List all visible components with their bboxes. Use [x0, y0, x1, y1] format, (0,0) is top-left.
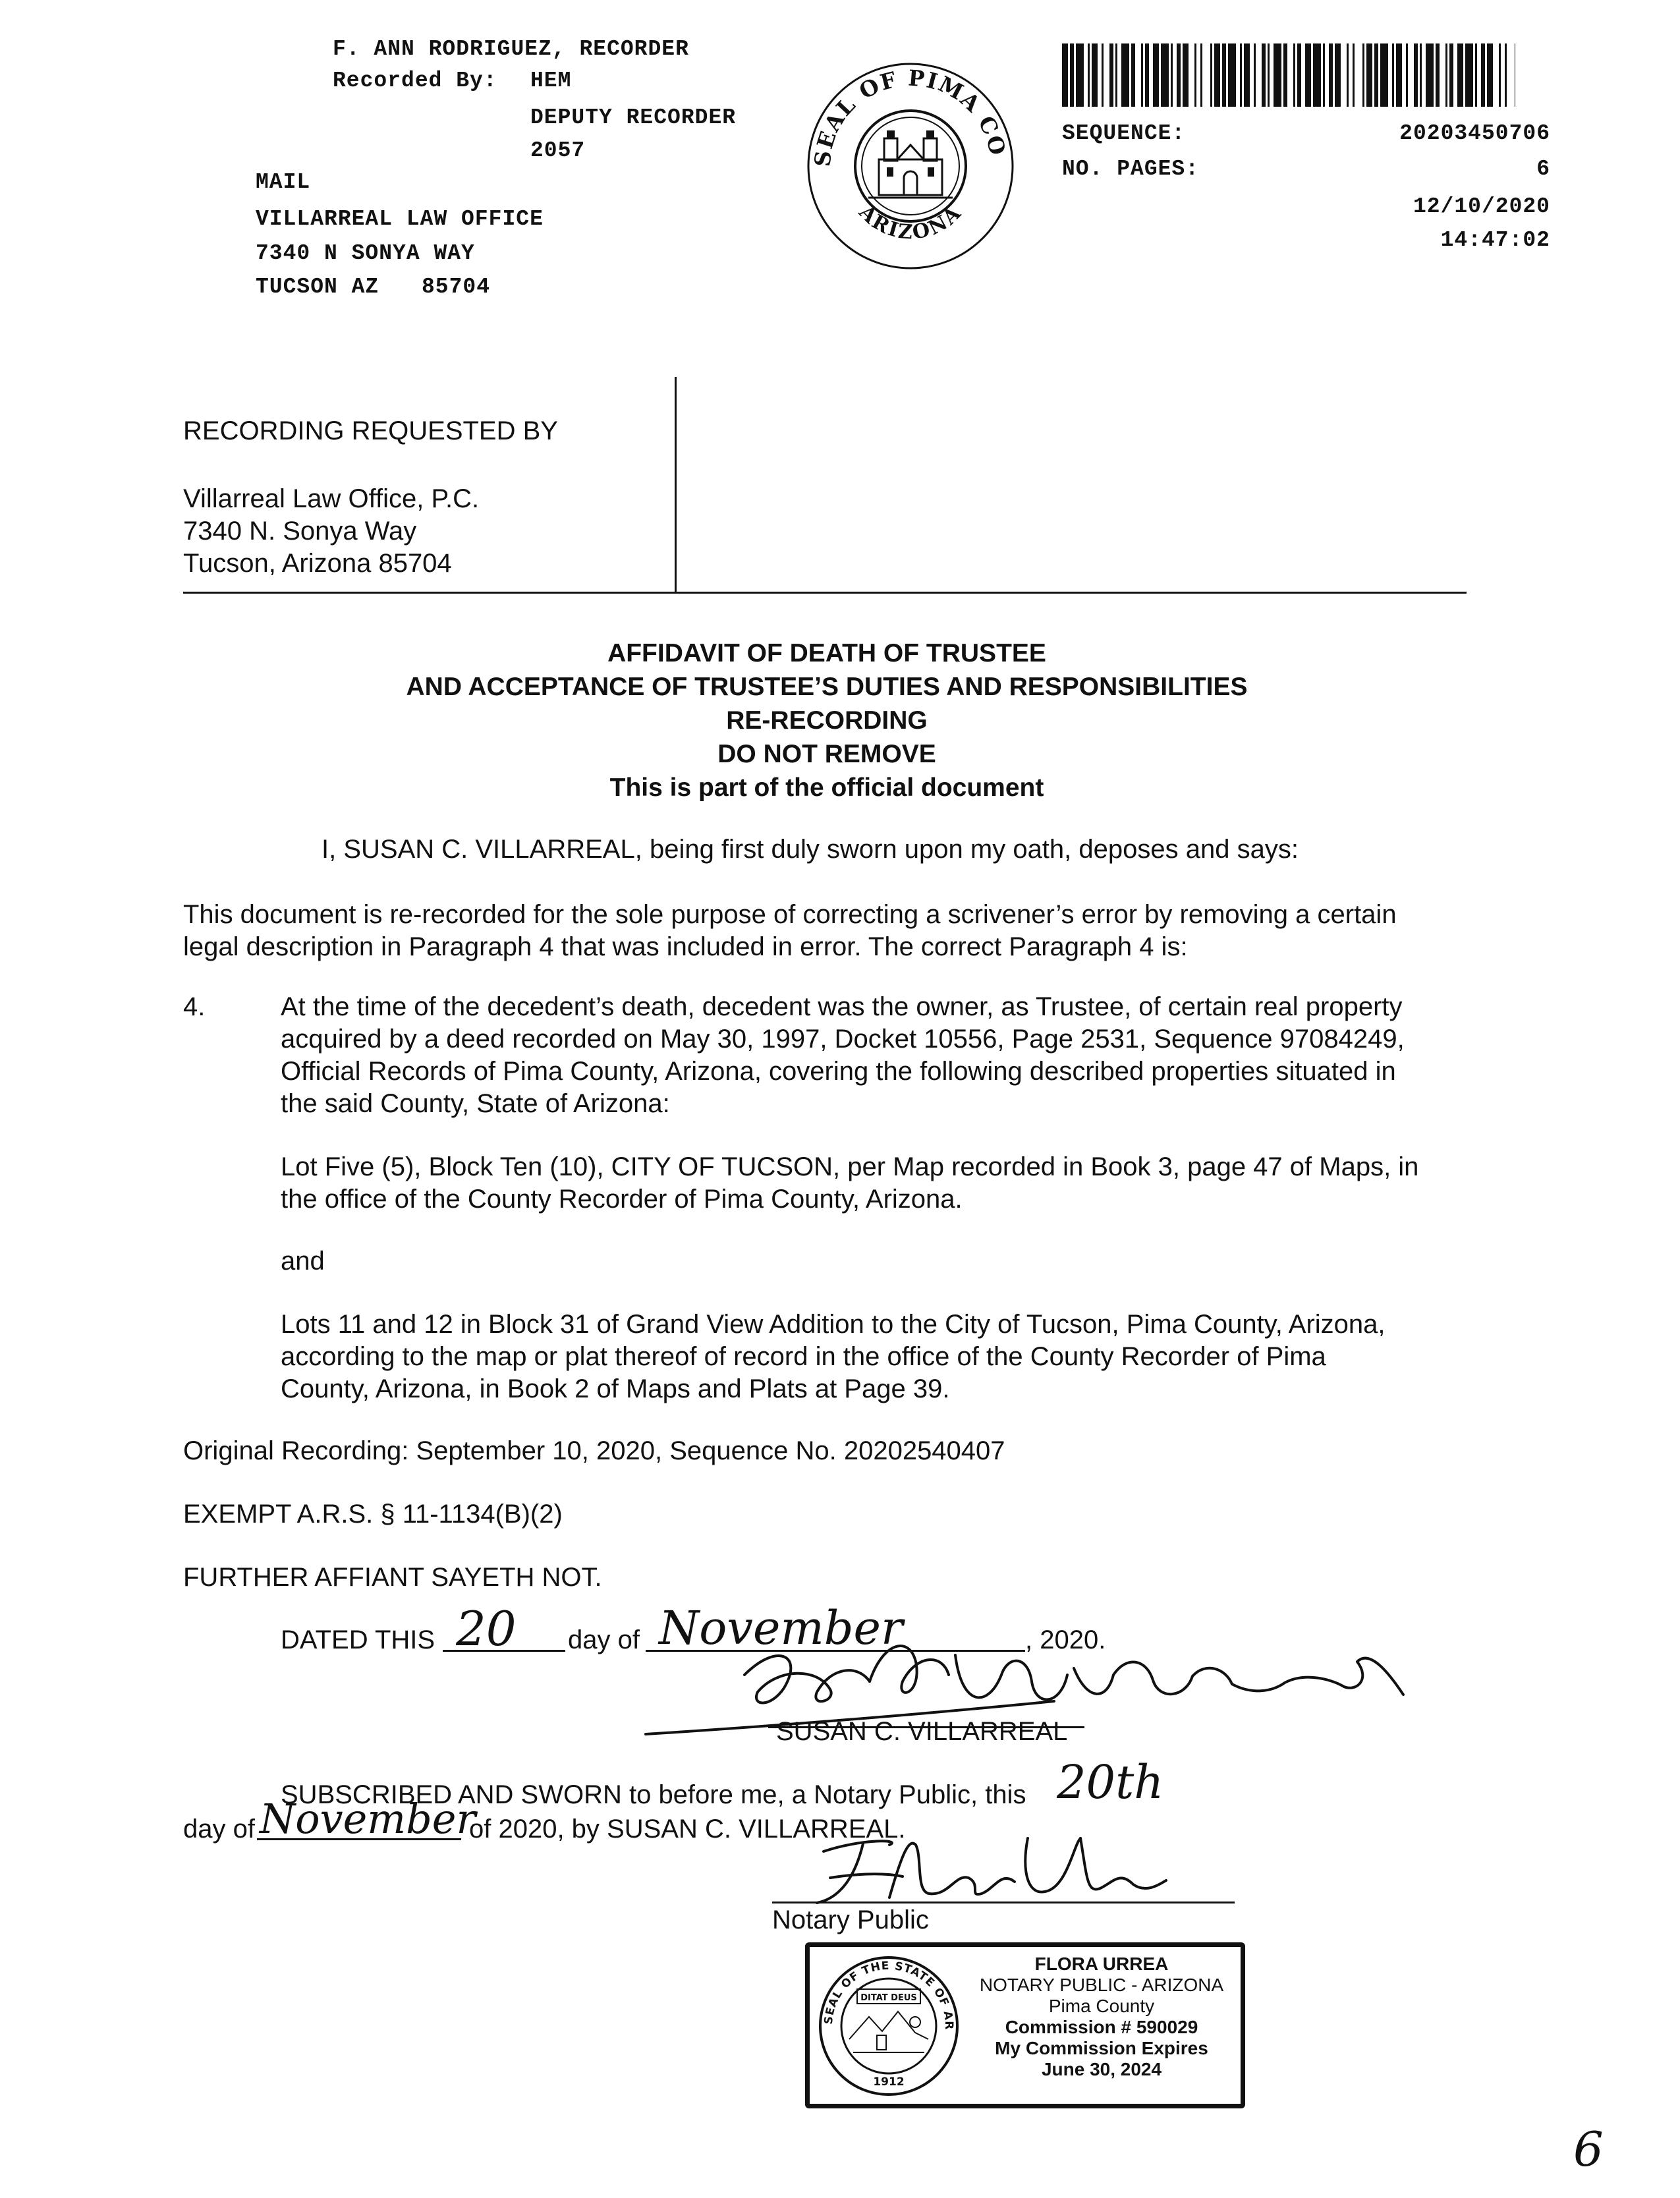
- mail-name: VILLARREAL LAW OFFICE: [256, 207, 544, 231]
- notary-stamp: [805, 1942, 1245, 2108]
- doc-title-line5: This is part of the official document: [609, 774, 1044, 802]
- notary-month-handwritten: November: [260, 1795, 476, 1843]
- az-seal-motto: DITAT DEUS: [860, 1993, 917, 2003]
- deputy-number: 2057: [530, 138, 586, 163]
- record-time: 14:47:02: [1440, 228, 1550, 252]
- seal-bottom-text: ARIZONA: [854, 200, 967, 244]
- notary-clause-line1: SUBSCRIBED AND SWORN to before me, a Notary Public, this: [281, 1780, 1026, 1809]
- legal-desc-lot2-line1: Lots 11 and 12 in Block 31 of Grand View Addition to the City of Tucson, Pima County, Arizona,: [281, 1310, 1386, 1339]
- requested-by-line3: Tucson, Arizona 85704: [183, 549, 452, 578]
- recorder-name: F. ANN RODRIGUEZ, RECORDER: [333, 37, 689, 61]
- dated-day-of: day of: [568, 1625, 640, 1654]
- dated-prefix: DATED THIS: [281, 1625, 435, 1654]
- para4-line2: acquired by a deed recorded on May 30, 1997, Docket 10556, Page 2531, Sequence 97084249,: [281, 1025, 1405, 1054]
- requested-by-rule: [183, 592, 1467, 594]
- legal-desc-lot1-line1: Lot Five (5), Block Ten (10), CITY OF TUCSON, per Map recorded in Book 3, page 47 of Maps, in: [281, 1152, 1419, 1181]
- oath-statement: I, SUSAN C. VILLARREAL, being first duly sworn upon my oath, deposes and says:: [322, 835, 1299, 864]
- legal-desc-lot2-line2: according to the map or plat thereof of record in the office of the County Recorder of Pima: [281, 1342, 1326, 1371]
- notary-day-of: day of: [183, 1815, 255, 1844]
- notary-stamp-title: NOTARY PUBLIC - ARIZONA: [979, 1975, 1224, 1995]
- requested-by-line1: Villarreal Law Office, P.C.: [183, 484, 480, 513]
- purpose-line2: legal description in Paragraph 4 that was included in error. The correct Paragraph 4 is:: [183, 932, 1188, 961]
- recorded-by-value: HEM: [530, 69, 572, 93]
- original-recording: Original Recording: September 10, 2020, Sequence No. 20202540407: [183, 1436, 1005, 1465]
- notary-day-handwritten: 20th: [1057, 1755, 1164, 1809]
- notary-stamp-expires-date: June 30, 2024: [1041, 2059, 1162, 2079]
- requested-by-line2: 7340 N. Sonya Way: [183, 517, 417, 546]
- exempt-citation: EXEMPT A.R.S. § 11-1134(B)(2): [183, 1500, 563, 1529]
- affiant-name: SUSAN C. VILLARREAL: [776, 1717, 1068, 1746]
- az-seal-text: SEAL OF THE STATE OF AR: [822, 1959, 956, 2031]
- notary-signature-line: [772, 1902, 1235, 1903]
- mail-zip: 85704: [422, 275, 491, 299]
- sequence-value: 20203450706: [1399, 121, 1550, 146]
- pages-label: NO. PAGES:: [1062, 157, 1200, 181]
- mail-label: MAIL: [256, 170, 311, 194]
- doc-title-line2: AND ACCEPTANCE OF TRUSTEE’S DUTIES AND RESPONSIBILITIES: [406, 673, 1248, 701]
- seal-top-text: SEAL OF PIMA CO: [809, 65, 1011, 168]
- para4-line1: At the time of the decedent’s death, decedent was the owner, as Trustee, of certain real property: [281, 992, 1403, 1021]
- pima-county-seal: [805, 61, 1016, 271]
- doc-title-line1: AFFIDAVIT OF DEATH OF TRUSTEE: [607, 639, 1046, 667]
- notary-stamp-county: Pima County: [1048, 1996, 1155, 2016]
- mail-street: 7340 N SONYA WAY: [256, 241, 475, 266]
- dated-year: , 2020.: [1025, 1625, 1106, 1654]
- further-affiant: FURTHER AFFIANT SAYETH NOT.: [183, 1563, 602, 1592]
- record-date: 12/10/2020: [1413, 194, 1550, 219]
- requested-by-heading: RECORDING REQUESTED BY: [183, 416, 558, 445]
- doc-title-line3: RE-RECORDING: [726, 706, 928, 735]
- az-seal-year: 1912: [873, 2075, 905, 2089]
- arizona-state-seal-icon: [816, 1954, 961, 2099]
- requested-by-divider: [675, 377, 677, 593]
- recorded-by-label: Recorded By:: [333, 69, 497, 93]
- svg-text:THE SEAL OF PIMA COUNTY: [805, 61, 1011, 167]
- sequence-label: SEQUENCE:: [1062, 121, 1186, 146]
- paragraph-number: 4.: [183, 992, 206, 1021]
- notary-public-label: Notary Public: [772, 1905, 929, 1934]
- para4-line3: Official Records of Pima County, Arizona, covering the following described properties situated in: [281, 1057, 1396, 1086]
- mail-city: TUCSON AZ: [256, 275, 379, 299]
- para4-line4: the said County, State of Arizona:: [281, 1089, 670, 1118]
- handwritten-page-mark: 6: [1573, 2122, 1604, 2177]
- legal-desc-lot2-line3: County, Arizona, in Book 2 of Maps and Plats at Page 39.: [281, 1374, 950, 1403]
- svg-text:ARIZONA: [854, 200, 966, 244]
- notary-clause-line2: of 2020, by SUSAN C. VILLARREAL.: [469, 1815, 906, 1844]
- notary-stamp-commission: Commission # 590029: [1005, 2017, 1198, 2037]
- notary-stamp-name: FLORA URREA: [1034, 1954, 1169, 1974]
- barcode: [1062, 43, 1515, 107]
- deputy-recorder: DEPUTY RECORDER: [530, 105, 737, 130]
- and-connector: and: [281, 1247, 325, 1276]
- legal-desc-lot1-line2: the office of the County Recorder of Pima County, Arizona.: [281, 1185, 963, 1214]
- dated-month-handwritten: November: [659, 1601, 903, 1655]
- dated-day-handwritten: 20: [456, 1601, 517, 1656]
- doc-title-line4: DO NOT REMOVE: [717, 740, 936, 768]
- notary-stamp-expires-label: My Commission Expires: [995, 2038, 1208, 2058]
- svg-text:GREAT SEAL OF THE STATE OF ARI: [816, 1954, 955, 2030]
- pages-value: 6: [1536, 157, 1550, 181]
- purpose-line1: This document is re-recorded for the sole purpose of correcting a scrivener’s error by removing a certain: [183, 900, 1397, 929]
- notary-signature: [804, 1825, 1173, 1911]
